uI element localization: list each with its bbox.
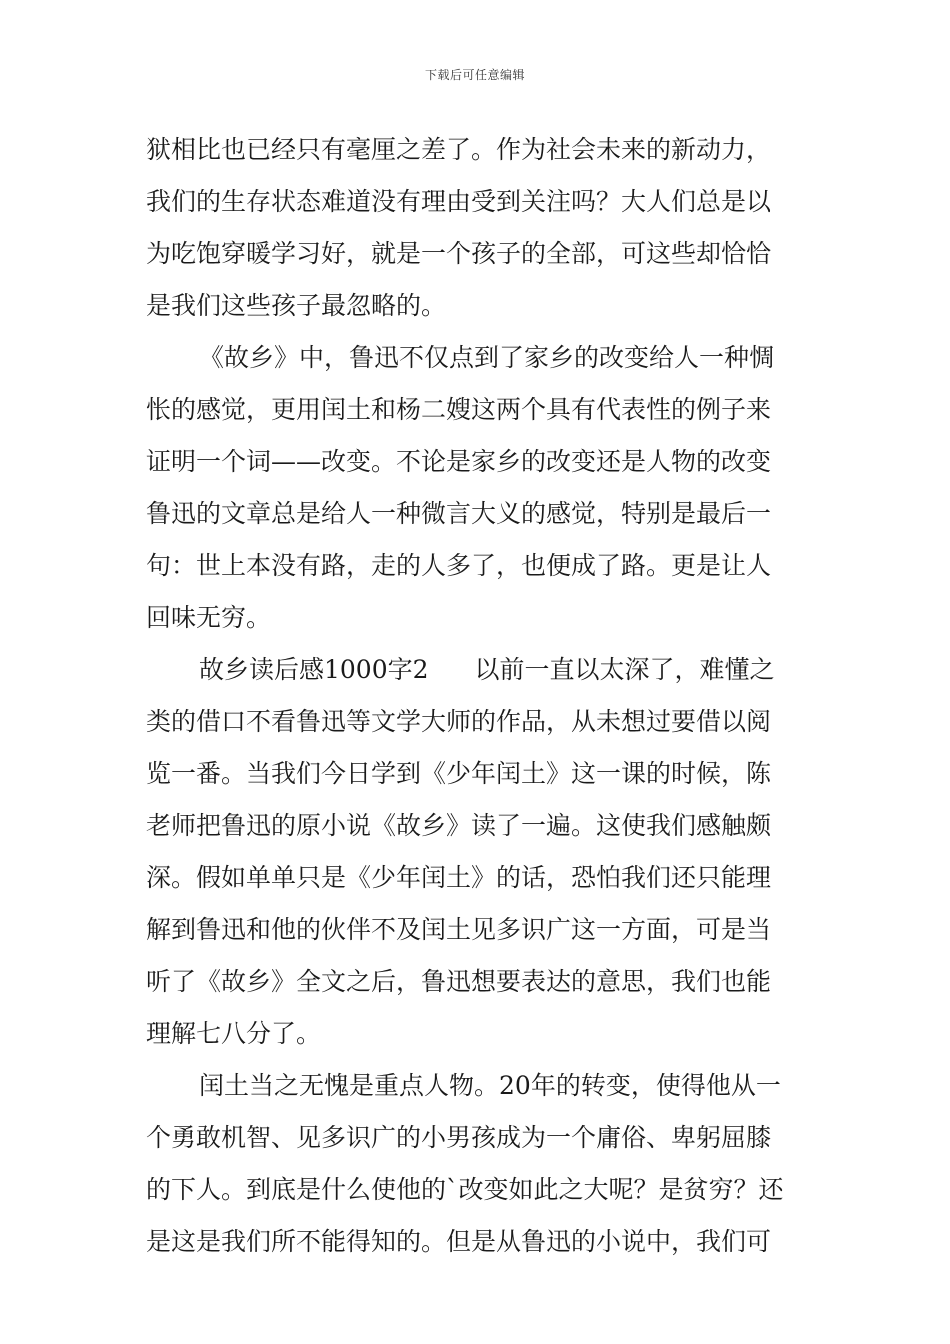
text-line: 狱相比也已经只有毫厘之差了。作为社会未来的新动力，: [146, 135, 772, 164]
text-line: 听了《故乡》全文之后，鲁迅想要表达的意思，我们也能: [146, 967, 772, 996]
text-line: 鲁迅的文章总是给人一种微言大义的感觉，特别是最后一: [146, 499, 772, 528]
paragraph-start-line: 闰土当之无愧是重点人物。20年的转变，使得他从一: [199, 1071, 781, 1100]
text-segment: 以前一直以太深了，难懂之: [474, 655, 775, 684]
text-line: 解到鲁迅和他的伙伴不及闰土见多识广这一方面，可是当: [146, 915, 772, 944]
text-line: 回味无穷。: [146, 603, 272, 632]
text-line: 深。假如单单只是《少年闰土》的话，恐怕我们还只能理: [146, 863, 772, 892]
document-body: [146, 124, 811, 1268]
text-line: 是这是我们所不能得知的。但是从鲁迅的小说中，我们可: [146, 1227, 772, 1256]
text-line: 怅的感觉，更用闰土和杨二嫂这两个具有代表性的例子来: [146, 395, 772, 424]
text-line: 句：世上本没有路，走的人多了，也便成了路。更是让人: [146, 551, 772, 580]
text-line: 我们的生存状态难道没有理由受到关注吗？大人们总是以: [146, 187, 772, 216]
paragraph-start-line: [146, 644, 811, 696]
text-line: 个勇敢机智、见多识广的小男孩成为一个庸俗、卑躬屈膝: [146, 1123, 772, 1152]
text-line: 类的借口不看鲁迅等文学大师的作品，从未想过要借以阅: [146, 707, 772, 736]
text-line: 为吃饱穿暖学习好，就是一个孩子的全部，可这些却恰恰: [146, 239, 772, 268]
text-line: 的下人。到底是什么使他的`改变如此之大呢？是贫穷？还: [146, 1175, 784, 1204]
text-line: 理解七八分了。: [146, 1019, 322, 1048]
text-line: 是我们这些孩子最忽略的。: [146, 291, 447, 320]
text-line: 老师把鲁迅的原小说《故乡》读了一遍。这使我们感触颇: [146, 811, 772, 840]
paragraph-start-line: 《故乡》中，鲁迅不仅点到了家乡的改变给人一种惆: [199, 343, 775, 372]
section-title: 故乡读后感1000字2: [199, 655, 429, 684]
page-header: 下载后可任意编辑: [424, 68, 525, 82]
text-line: 证明一个词——改变。不论是家乡的改变还是人物的改变: [146, 447, 772, 476]
text-line: 览一番。当我们今日学到《少年闰土》这一课的时候，陈: [146, 759, 772, 788]
